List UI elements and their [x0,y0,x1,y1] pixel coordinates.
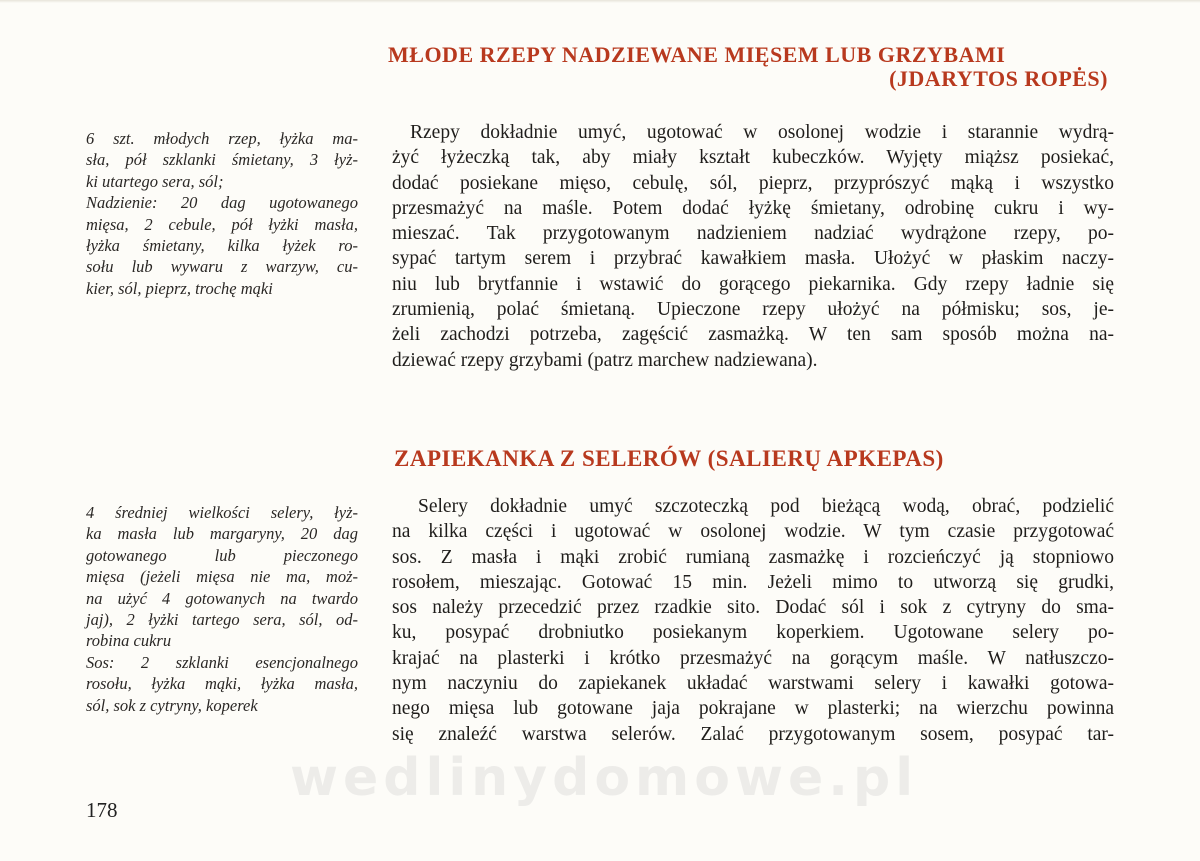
instruction-line: przesmażyć na maśle. Potem dodać łyżkę śmietany, odrobinę cukru i wy- [392,197,1114,219]
instruction-line: krajać na plasterki i krótko przesmażyć na gorącym maśle. W natłuszczo- [392,647,1114,669]
ingredient-line: jaj), 2 łyżki tartego sera, sól, od- [86,610,358,630]
recipe-2-ingredients [86,502,358,716]
instruction-line: się znaleźć warstwa selerów. Zalać przygotowanym sosem, posypać tar- [392,723,1114,745]
ingredient-line: mięsa, 2 cebule, pół łyżki masła, [86,214,358,234]
instruction-line: na kilka części i ugotować w osolonej wodzie. W tym czasie przygotować [392,521,1114,543]
recipe-1-title-line-2: (JDARYTOS ROPĖS) [889,66,1108,91]
page-top-edge [0,0,1200,3]
recipe-1-instructions [392,120,1114,373]
recipe-1-ingredients [86,128,358,299]
instruction-line: zrumienią, polać śmietaną. Upieczone rzepy ułożyć na półmisku; sos, je- [392,299,1114,321]
recipe-2-title: ZAPIEKANKA Z SELERÓW (SALIERŲ APKEPAS) [394,446,944,471]
ingredient-line: Sos: 2 szklanki esencjonalnego [86,652,358,672]
ingredient-line: 4 średniej wielkości selery, łyż- [86,503,358,522]
recipe-2-instructions [392,494,1114,747]
ingredient-line: mięsa (jeżeli mięsa nie ma, moż- [86,567,358,587]
ingredient-line: sła, pół szklanki śmietany, 3 łyż- [86,150,358,170]
ingredient-line: sołu lub wywaru z warzyw, cu- [86,257,358,277]
instruction-line: sypać tartym serem i przybrać kawałkiem masła. Ułożyć w płaskim naczy- [392,248,1114,270]
instruction-line: dziewać rzepy grzybami (patrz marchew nadziewana). [392,349,818,371]
ingredient-line: sól, sok z cytryny, koperek [86,695,258,715]
ingredient-line: kier, sól, pieprz, trochę mąki [86,278,273,298]
recipe-1-title-line-1: MŁODE RZEPY NADZIEWANE MIĘSEM LUB GRZYBAMI [388,42,1006,67]
instruction-line: mieszać. Tak przygotowanym nadzieniem nadziać wydrążone rzepy, po- [392,223,1114,245]
ingredient-line: łyżka śmietany, kilka łyżek ro- [86,236,358,256]
instruction-line: sos. Z masła i mąki zrobić rumianą zasmażkę i rozcieńczyć ją stopniowo [392,546,1114,568]
instruction-line: nego mięsa lub gotowane jaja pokrajane w plasterki; na wierzchu powinna [392,698,1114,720]
watermark-text: wedlinydomowe.pl [290,748,919,808]
ingredient-line: rosołu, łyżka mąki, łyżka masła, [86,674,358,694]
ingredient-line: ka masła lub margaryny, 20 dag [86,524,358,544]
ingredient-line: Nadzienie: 20 dag ugotowanego [86,193,358,213]
ingredient-line: 6 szt. młodych rzep, łyżka ma- [86,129,358,148]
instruction-line: nym naczyniu do zapiekanek układać warstwami selery i kawałki gotowa- [392,673,1114,695]
ingredient-line: robina cukru [86,631,172,651]
instruction-line: dodać posiekane mięso, cebulę, sól, pieprz, przyprószyć mąką i wszystko [392,172,1114,194]
instruction-line: rosołem, mieszając. Gotować 15 min. Jeżeli mimo to utworzą się grudki, [392,571,1114,593]
instruction-line: żeli zachodzi potrzeba, zagęścić zasmażką. W ten sam sposób można na- [392,324,1114,346]
instruction-line: żyć łyżeczką tak, aby miały kształt kubeczków. Wyjęty miąższ posiekać, [392,147,1114,169]
instruction-line: Rzepy dokładnie umyć, ugotować w osolonej wodzie i starannie wydrą- [410,122,1114,143]
ingredient-line: gotowanego lub pieczonego [86,545,358,565]
instruction-line: sos należy przecedzić przez rzadkie sito. Dodać sól i sok z cytryny do sma- [392,597,1114,619]
ingredient-line: ki utartego sera, sól; [86,171,224,191]
instruction-line: ku, posypać drobniutko posiekanym koperkiem. Ugotowane selery po- [392,622,1114,644]
ingredient-line: na użyć 4 gotowanych na twardo [86,588,358,608]
page-number: 178 [86,798,118,822]
instruction-line: niu lub brytfannie i wstawić do gorącego piekarnika. Gdy rzepy ładnie się [392,273,1114,295]
instruction-line: Selery dokładnie umyć szczoteczką pod bieżącą wodą, obrać, podzielić [418,496,1114,517]
